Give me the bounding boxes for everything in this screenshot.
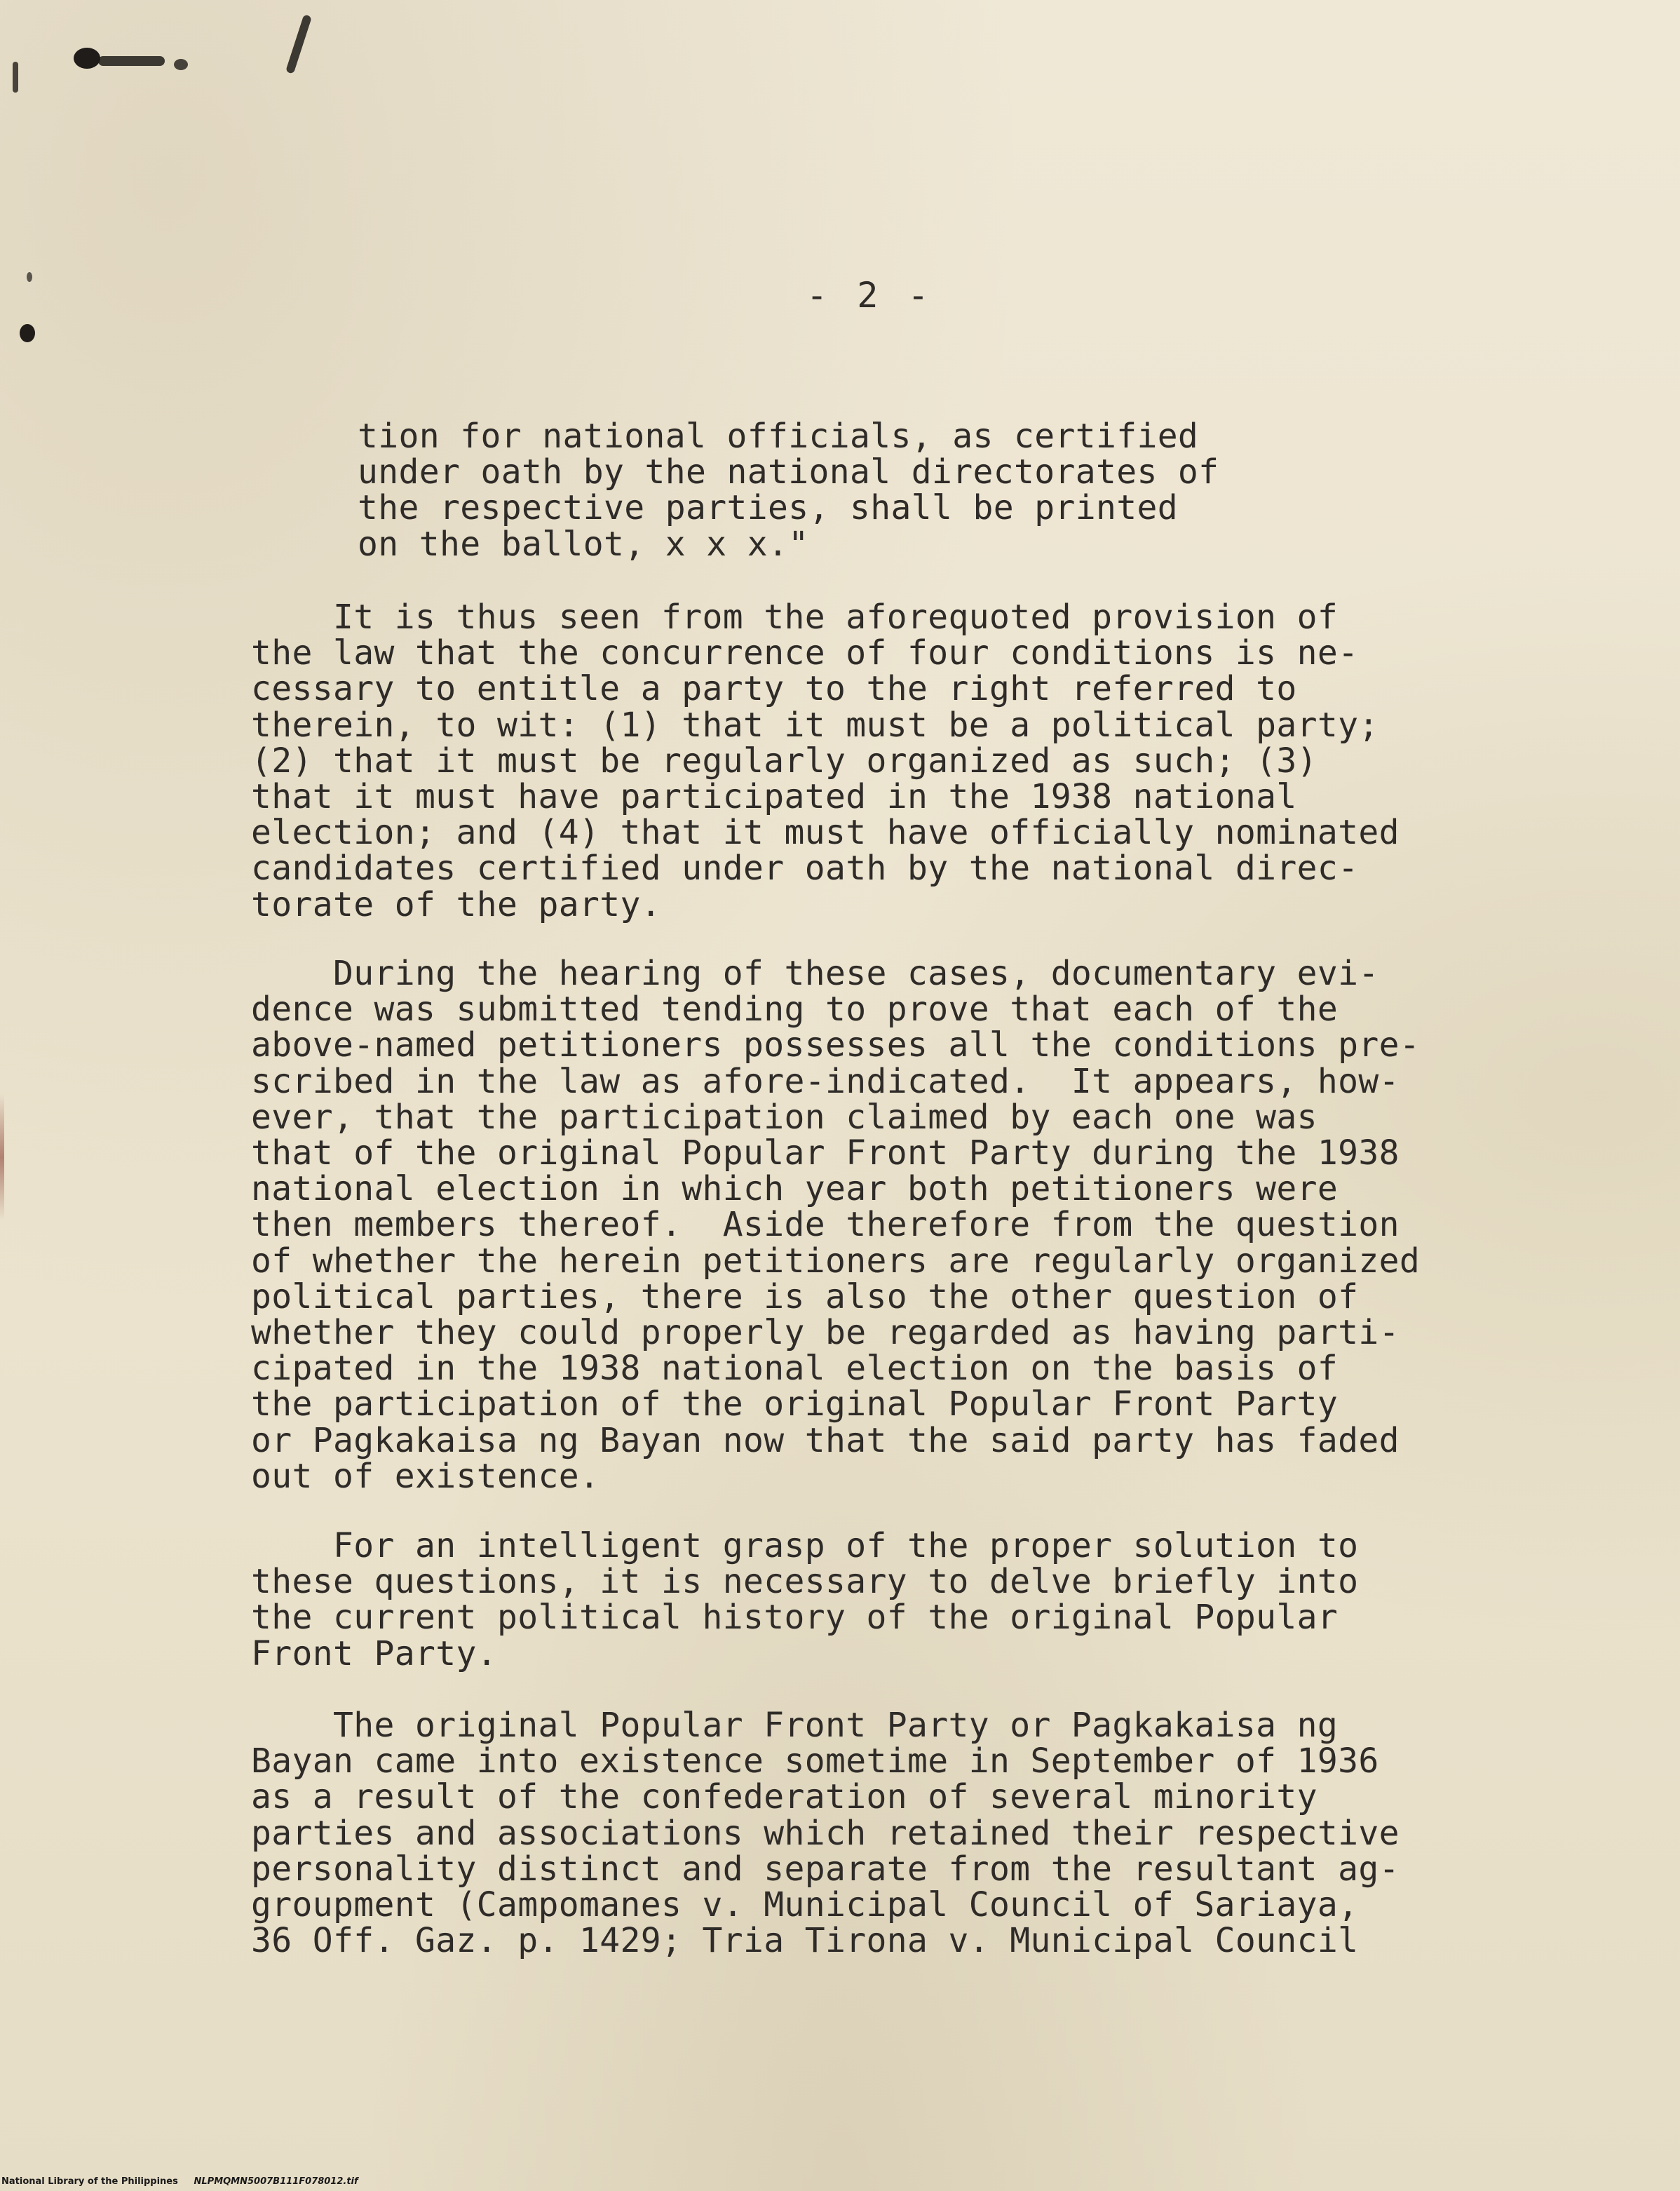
paragraph-line: these questions, it is necessary to delve briefly into [251,1562,1359,1602]
paragraph-line: dence was submitted tending to prove that each of the [251,990,1339,1030]
ink-stain [98,56,165,66]
ink-stain [285,14,312,74]
paragraph-line: of whether the herein petitioners are regularly organized [251,1241,1421,1281]
paragraph-line: torate of the party. [251,884,661,924]
paragraph-line: above-named petitioners possesses all the conditions pre- [251,1025,1421,1065]
paragraph-line: (2) that it must be regularly organized as such; (3) [251,741,1317,781]
footer-library: National Library of the Philippines [1,2176,178,2187]
ink-stain [13,62,18,93]
paragraph-line: that of the original Popular Front Party during the 1938 [251,1133,1400,1173]
ink-stain [27,272,32,282]
quote-line: on the ballot, x x x." [358,524,809,564]
paragraph-line: the current political history of the original Popular [251,1598,1339,1638]
paper-edge-stain [0,1094,4,1220]
paragraph-line: then members thereof. Aside therefore from the question [251,1205,1400,1245]
paragraph-line: as a result of the confederation of several minority [251,1777,1317,1817]
ink-stain [174,59,188,70]
footer-reference: NLPMQMN5007B111F078012.tif [194,2176,358,2187]
ink-stain [74,48,100,69]
paragraph-line: personality distinct and separate from the resultant ag- [251,1849,1400,1889]
paragraph-line: the participation of the original Popular Front Party [251,1384,1339,1424]
paragraph-line: Front Party. [251,1633,497,1673]
paragraph-line: therein, to wit: (1) that it must be a political party; [251,705,1379,745]
paragraph-line: It is thus seen from the aforequoted provision of [251,598,1339,637]
paragraph-line: For an intelligent grasp of the proper solution to [251,1526,1359,1565]
ink-stain [20,324,35,342]
paragraph-line: scribed in the law as afore-indicated. It appears, how- [251,1061,1400,1101]
scan-footer [1,2176,358,2187]
paragraph-line: national election in which year both petitioners were [251,1169,1339,1209]
paragraph-line: cessary to entitle a party to the right referred to [251,669,1297,709]
paragraph-line: The original Popular Front Party or Pagkakaisa ng [251,1706,1339,1745]
paragraph-line: During the hearing of these cases, documentary evi- [251,954,1379,993]
paragraph-line: groupment (Campomanes v. Municipal Council of Sariaya, [251,1885,1359,1924]
paragraph-line: that it must have participated in the 1938 national [251,777,1297,816]
quote-line: tion for national officials, as certified [358,417,1199,456]
paragraph-line: or Pagkakaisa ng Bayan now that the said party has faded [251,1420,1400,1460]
paragraph-line: election; and (4) that it must have officially nominated [251,813,1400,853]
paragraph-line: political parties, there is also the other question of [251,1276,1359,1316]
paragraph-line: whether they could properly be regarded as having parti- [251,1313,1400,1352]
paragraph-line: out of existence. [251,1456,600,1496]
paragraph-line: the law that the concurrence of four conditions is ne- [251,633,1359,673]
paragraph-line: parties and associations which retained their respective [251,1813,1400,1853]
quote-line: under oath by the national directorates of [358,452,1219,492]
quote-line: the respective parties, shall be printed [358,488,1178,528]
paragraph-line: ever, that the participation claimed by each one was [251,1097,1317,1137]
page-number: - 2 - [806,275,933,316]
paragraph-line: 36 Off. Gaz. p. 1429; Tria Tirona v. Municipal Council [251,1921,1359,1961]
paragraph-line: Bayan came into existence sometime in September of 1936 [251,1741,1379,1781]
paragraph-line: cipated in the 1938 national election on the basis of [251,1349,1339,1389]
paragraph-line: candidates certified under oath by the national direc- [251,849,1359,889]
